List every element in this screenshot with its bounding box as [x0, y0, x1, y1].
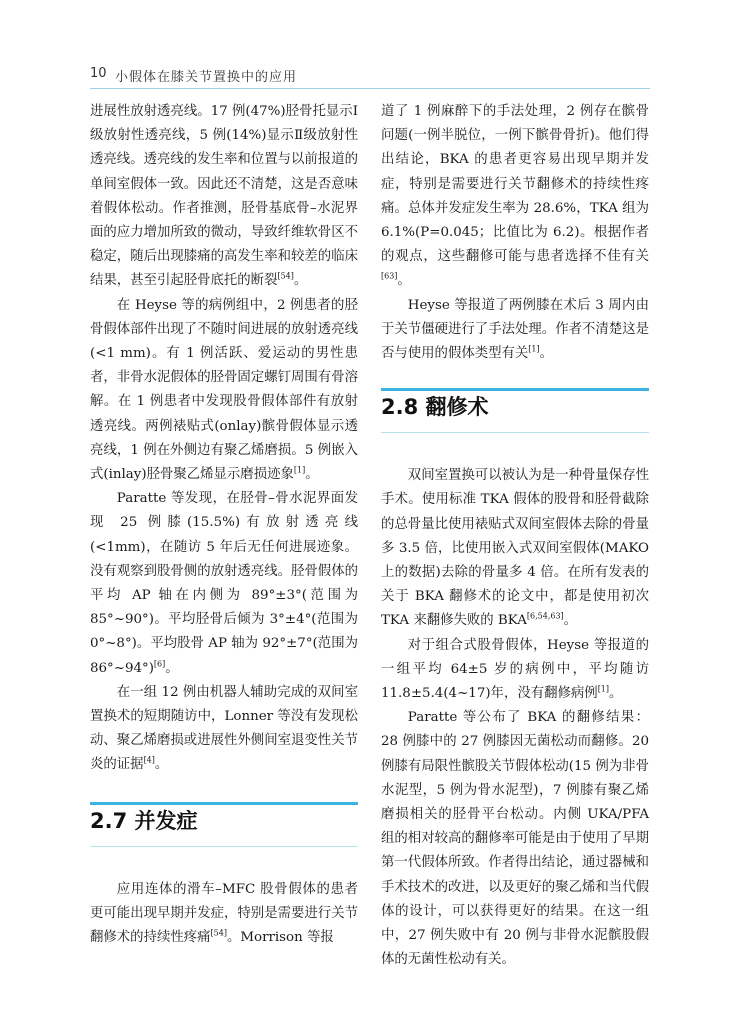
citation: [1] — [528, 344, 540, 354]
paragraph: 对于组合式股骨假体，Heyse 等报道的一组平均 64±5 岁的病例中，平均随访 11.8±5.4(4~17)年，没有翻修病例[1]。 — [381, 637, 649, 702]
section-title: 2.7 并发症 — [90, 808, 198, 833]
citation: [1] — [597, 684, 610, 694]
header-rule — [90, 88, 650, 89]
paragraph: Heyse 等报道了两例膝在术后 3 周内由于关节僵硬进行了手法处理。作者不清楚这是否与使用的假体类型有关[1]。 — [381, 297, 649, 362]
citation: [1] — [293, 465, 306, 475]
paragraph: Paratte 等公布了 BKA 的翻修结果：28 例膝中的 27 例膝因无菌松动而翻修。20 例膝有局限性髌股关节假体松动(15 例为非骨水泥型，5 例为骨水泥型)，7 例膝有聚乙烯磨损相关的胫骨平台松动。内侧 UKA/PFA 组的相对较高的翻修率可能是由于使用了早期第一代假体所致。作者得出结论，通过器械和手术技术的改进，以及更好的聚乙烯和当代假体的设计，可以获得更好的结果。在这一组中，27 例失败中有 20 例与非骨水泥髌股假体的无菌性松动有关。 — [381, 710, 649, 968]
citation: [6] — [153, 659, 166, 669]
paragraph: 在 Heyse 等的病例组中，2 例患者的胫骨假体部件出现了不随时间进展的放射透亮线(<1 mm)。有 1 例活跃、爱运动的男性患者，非骨水泥假体的胫骨固定螺钉周围有骨溶解。在 1 例患者中发现股骨假体部件有放射透亮线。两例裱贴式(onlay)髌骨假体显示透亮线，1 例在外侧边有聚乙烯磨损。5 例嵌入式(inlay)胫骨聚乙烯显示磨损迹象[1]。 — [90, 297, 358, 483]
running-header — [90, 60, 650, 86]
right-column — [381, 100, 649, 973]
section-heading-revision — [381, 380, 649, 450]
paragraph: 进展性放射透亮线。17 例(47%)胫骨托显示Ⅰ级放射性透亮线，5 例(14%)显示Ⅱ级放射性透亮线。透亮线的发生率和位置与以前报道的单间室假体一致。因此还不清楚，这是否意味着假体松动。作者推测，胫骨基底骨–水泥界面的应力增加所致的微动，导致纤维软骨区不稳定，随后出现膝痛的高发生率和较差的临床结果，甚至引起胫骨底托的断裂[54]。 — [90, 104, 358, 289]
paragraph: Paratte 等发现，在胫骨–骨水泥界面发现 25 例膝(15.5%)有放射透亮线(<1mm)，在随访 5 年后无任何进展迹象。没有观察到股骨侧的放射透亮线。胫骨假体的平均 AP 轴在内侧为 89°±3°(范围为 85°~90°)。平均胫骨后倾为 3°±4°(范围为 0°~8°)。平均股骨 AP 轴为 92°±7°(范围为 86°~94°)[6]。 — [90, 491, 358, 676]
section-title: 2.8 翻修术 — [381, 395, 489, 420]
citation: [54] — [210, 928, 227, 938]
paragraph: 在一组 12 例由机器人辅助完成的双间室置换术的短期随访中，Lonner 等没有发现松动、聚乙烯磨损或进展性外侧间室退变性关节炎的证据[4]。 — [90, 684, 358, 773]
section-bar — [381, 388, 649, 391]
section-underline — [381, 432, 649, 433]
citation: [4] — [143, 756, 155, 766]
paragraph: 道了 1 例麻醉下的手法处理，2 例存在髌骨问题(一例半脱位，一例下髌骨骨折)。他们得出结论，BKA 的患者更容易出现早期并发症，特别是需要进行关节翻修术的持续性疼痛。总体并发症发生率为 28.6%，TKA 组为 6.1%(P=0.045；比值比为 6.2)。根据作者的观点，这些翻修可能与患者选择不佳有关[63]。 — [381, 104, 649, 289]
citation: [54] — [277, 271, 294, 281]
page-number: 10 — [90, 66, 107, 81]
citation: [6,54,63] — [526, 611, 564, 621]
running-title: 小假体在膝关节置换中的应用 — [115, 70, 298, 85]
paragraph: 应用连体的滑车–MFC 股骨假体的患者更可能出现早期并发症，特别是需要进行关节翻修术的持续性疼痛[54]。Morrison 等报 — [90, 881, 358, 946]
section-underline — [90, 846, 358, 847]
section-heading-complications — [90, 794, 358, 864]
citation: [63] — [381, 271, 398, 281]
section-bar — [90, 802, 358, 805]
left-column — [90, 100, 358, 950]
paragraph: 双间室置换可以被认为是一种骨量保存性手术。使用标准 TKA 假体的股骨和胫骨截除的总骨量比使用裱贴式双间室假体去除的骨量多 3.5 倍，比使用嵌入式双间室假体(MAKO 上的数据)去除的骨量多 4 倍。在所有发表的关于 BKA 翻修术的论文中，都是使用初次 TKA 来翻修失败的 BKA[6,54,63]。 — [381, 468, 649, 629]
